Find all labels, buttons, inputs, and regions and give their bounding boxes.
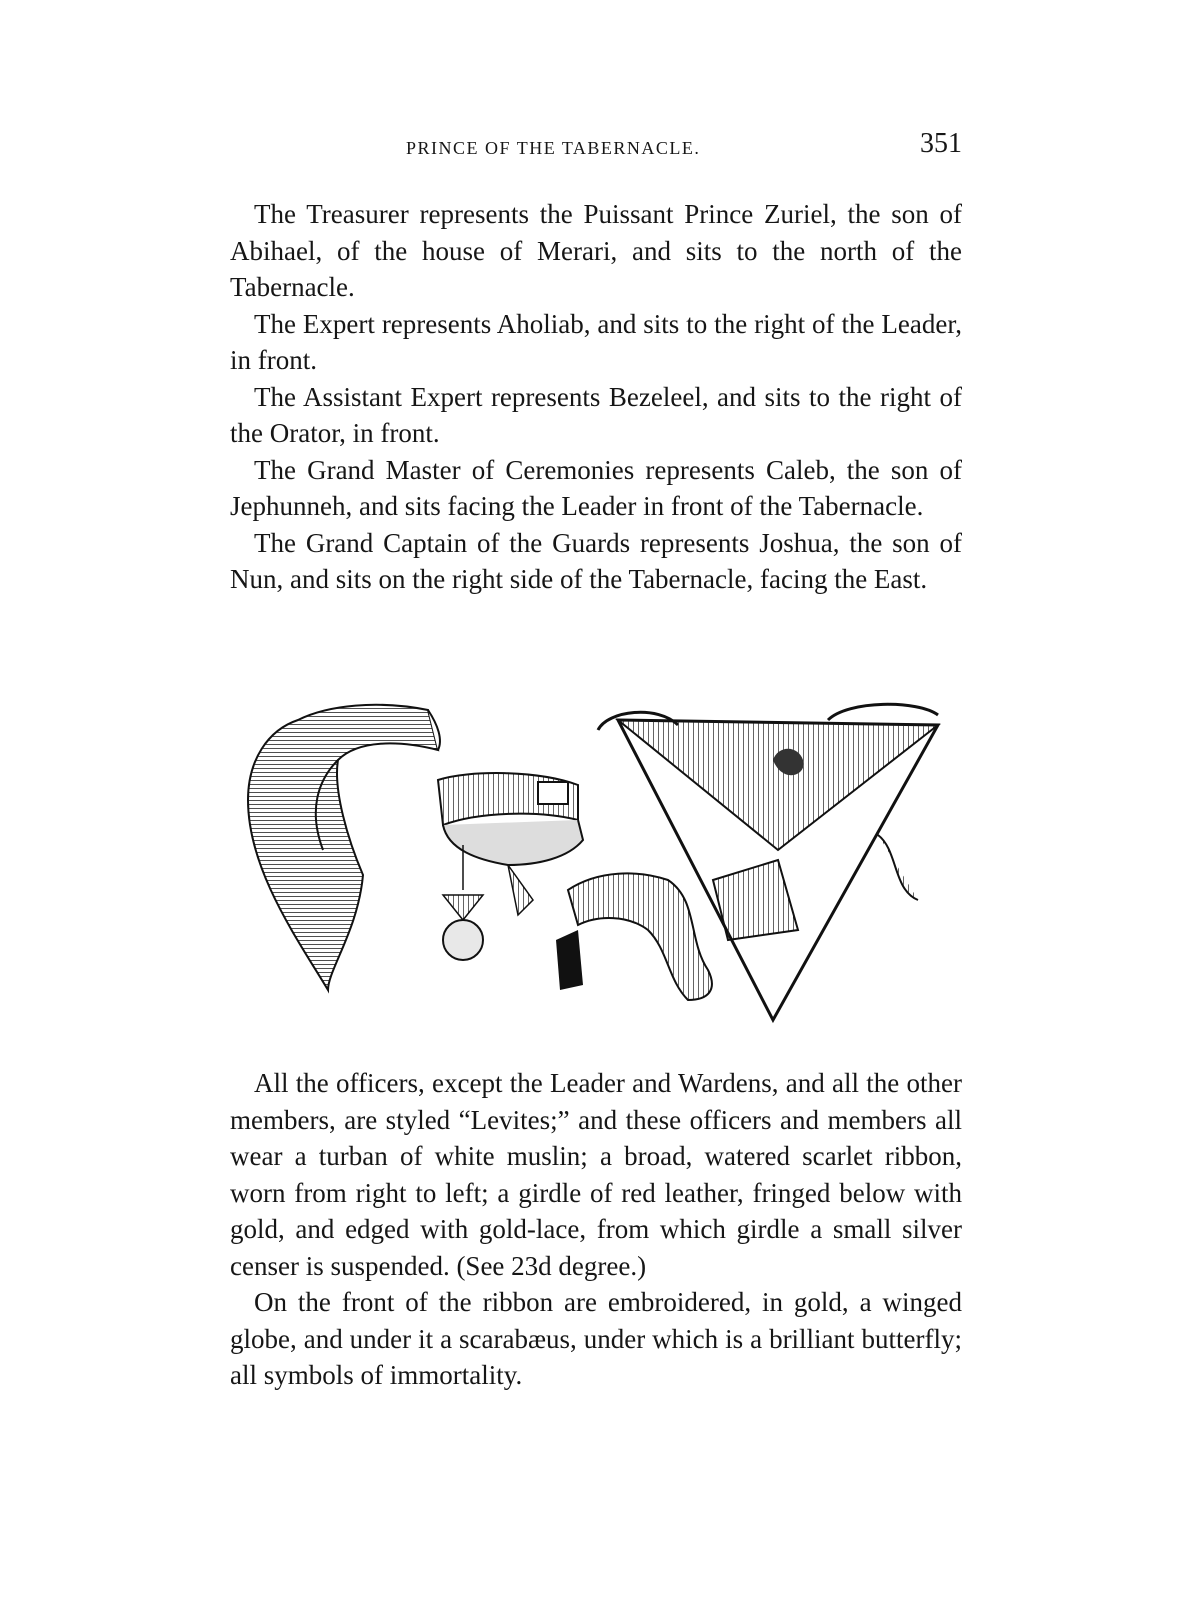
paragraph-master-of-ceremonies: The Grand Master of Ceremonies represents Caleb, the son of Jephunneh, and sits facing the Leader in front of the Tabernacle. [230,454,962,521]
paragraph-assistant-expert: The Assistant Expert represents Bezeleel, and sits to the right of the Orator, in front. [230,381,962,448]
paragraph-treasurer: The Treasurer represents the Puissant Prince Zuriel, the son of Abihael, of the house of Merari, and sits to the north of the Tabernacle. [230,199,962,302]
page-number: 351 [920,128,962,159]
girdle-drawing [438,773,583,960]
collar-ribbon-drawing [248,705,440,990]
paragraph-captain-of-guards: The Grand Captain of the Guards represents Joshua, the son of Nun, and sits on the right side of the Tabernacle, facing the East. [230,527,962,594]
paragraph-levites: All the officers, except the Leader and Wardens, and all the other members, are styled “Levites;” and these officers and members all wear a turban of white muslin; a broad, watered scarlet ribbon, worn from right to left; a girdle of red leather, fringed below with gold, and edged with gold-lace, from which girdle a small silver censer is suspended. (See 23d degree.) [230,1068,962,1281]
regalia-illustration [238,700,968,1035]
paragraph-ribbon-embroidery: On the front of the ribbon are embroidered, in gold, a winged globe, and under it a scarabæus, under which is a brilliant butterfly; all symbols of immortality. [230,1287,962,1390]
paragraph-expert: The Expert represents Aholiab, and sits to the right of the Leader, in front. [230,308,962,375]
body-text-top [230,196,962,598]
body-text-bottom [230,1065,962,1394]
jewel-drawing [556,873,712,1000]
engraving [238,700,968,1035]
page-header [230,128,962,168]
running-title: PRINCE OF THE TABERNACLE. [406,138,701,158]
apron-drawing [598,704,938,1020]
